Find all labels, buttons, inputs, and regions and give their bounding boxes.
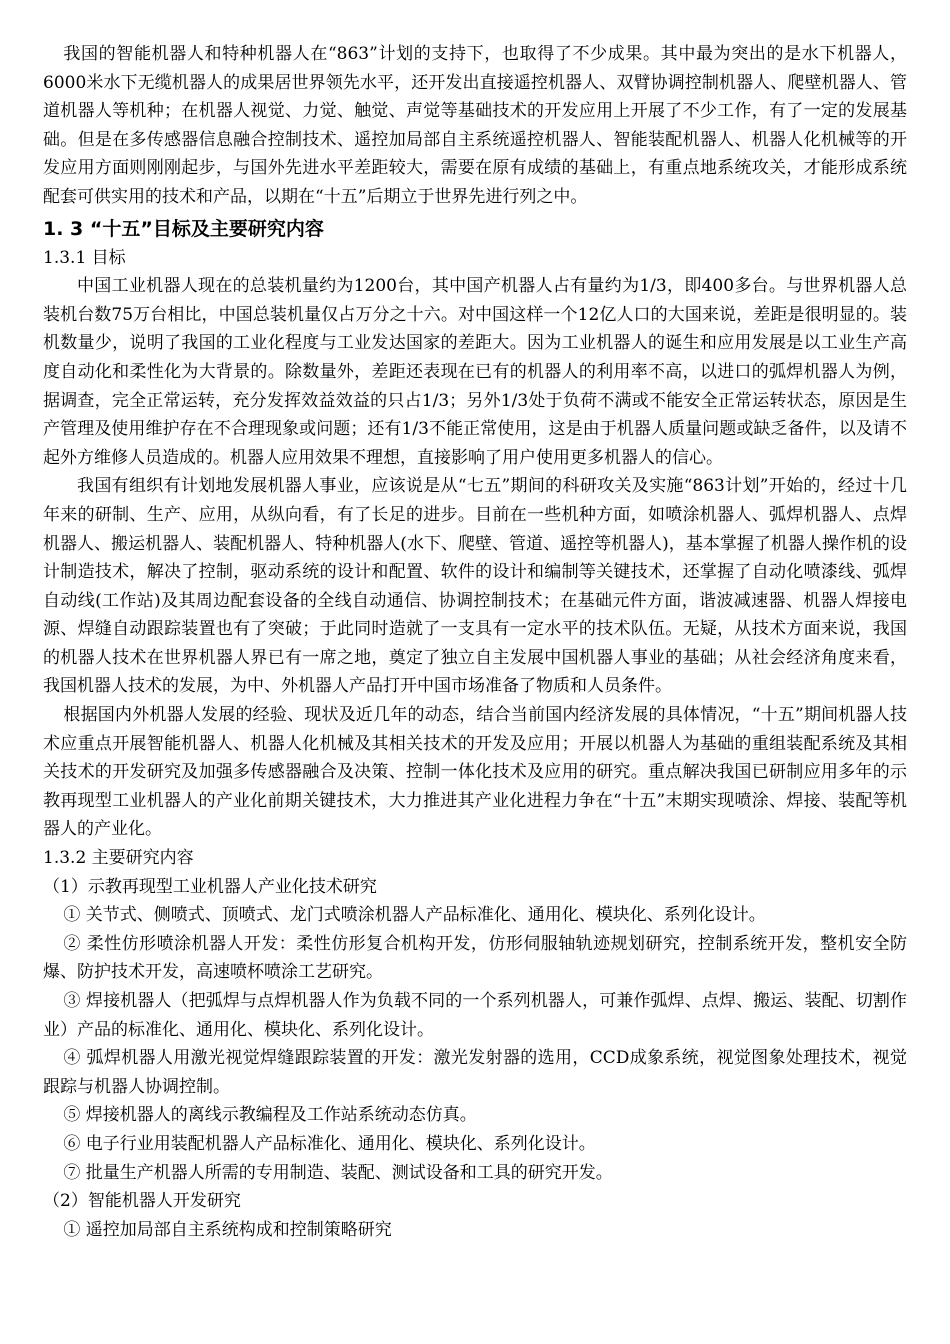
list1-item-1: ① 关节式、侧喷式、顶喷式、龙门式喷涂机器人产品标准化、通用化、模块化、系列化设计。 <box>63 905 766 926</box>
paragraph-goal-2: 我国有组织有计划地发展机器人事业，应该说是从“七五”期间的科研攻关及实施“863计划”开始的，经过十几年来的研制、生产、应用，从纵向看，有了长足的进步。目前在一些机种方面，如喷涂机器人、弧焊机器人、点焊机器人、搬运机器人、装配机器人、特种机器人(水下、爬壁、管道、遥控等机器人)，基本掌握了机器人操作机的设计制造技术，解决了控制，驱动系统的设计和配置、软件的设计和编制等关键技术，还掌握了自动化喷漆线、弧焊自动线(工作站)及其周边配套设备的全线自动通信、协调控制技术；在基础元件方面，谐波减速器、机器人焊接电源、焊缝自动跟踪装置也有了突破；于此同时造就了一支具有一定水平的技术队伍。无疑，从技术方面来说，我国的机器人技术在世界机器人界已有一席之地，奠定了独立自主发展中国机器人事业的基础；从社会经济角度来看，我国机器人技术的发展，为中、外机器人产品打开中国市场准备了物质和人员条件。 <box>43 476 907 697</box>
subsection-research-heading: 1.3.2 主要研究内容 <box>43 848 194 869</box>
list1-item-4: ④ 弧焊机器人用激光视觉焊缝跟踪装置的开发：激光发射器的选用，CCD成象系统，视觉图象处理技术，视觉跟踪与机器人协调控制。 <box>43 1048 907 1097</box>
list1-item-6: ⑥ 电子行业用装配机器人产品标准化、通用化、模块化、系列化设计。 <box>63 1133 596 1154</box>
list1-title: （1）示教再现型工业机器人产业化技术研究 <box>43 876 377 897</box>
subsection-goal-heading: 1.3.1 目标 <box>43 247 126 268</box>
paragraph-intro: 我国的智能机器人和特种机器人在“863”计划的支持下，也取得了不少成果。其中最为突出的是水下机器人，6000米水下无缆机器人的成果居世界领先水平，还开发出直接遥控机器人、双臂协调控制机器人、爬壁机器人、管道机器人等机种；在机器人视觉、力觉、触觉、声觉等基础技术的开发应用上开展了不少工作，有了一定的发展基础。但是在多传感器信息融合控制技术、遥控加局部自主系统遥控机器人、智能装配机器人、机器人化机械等的开发应用方面则刚刚起步，与国外先进水平差距较大，需要在原有成绩的基础上，有重点地系统攻关，才能形成系统配套可供实用的技术和产品，以期在“十五”后期立于世界先进行列之中。 <box>43 44 907 207</box>
list2-title: （2）智能机器人开发研究 <box>43 1191 241 1212</box>
list1-item-5: ⑤ 焊接机器人的离线示教编程及工作站系统动态仿真。 <box>63 1105 477 1126</box>
section-heading: 1. 3 “十五”目标及主要研究内容 <box>43 217 324 240</box>
paragraph-goal-1: 中国工业机器人现在的总装机量约为1200台，其中国产机器人占有量约为1/3，即400多台。与世界机器人总装机台数75万台相比，中国总装机量仅占万分之十六。对中国这样一个12亿人口的大国来说，差距是很明显的。装机数量少，说明了我国的工业化程度与工业发达国家的差距大。因为工业机器人的诞生和应用发展是以工业生产高度自动化和柔性化为大背景的。除数量外，差距还表现在已有的机器人的利用率不高，以进口的弧焊机器人为例，据调查，完全正常运转，充分发挥效益效益的只占1/3；另外1/3处于负荷不满或不能安全正常运转状态，原因是生产管理及使用维护存在不合理现象或问题；还有1/3不能正常使用，这是由于机器人质量问题或缺乏备件，以及请不起外方维修人员造成的。机器人应用效果不理想，直接影响了用户使用更多机器人的信心。 <box>43 276 907 468</box>
paragraph-goal-3: 根据国内外机器人发展的经验、现状及近几年的动态，结合当前国内经济发展的具体情况，“十五”期间机器人技术应重点开展智能机器人、机器人化机械及其相关技术的开发及应用；开展以机器人为基础的重组装配系统及其相关技术的开发研究及加强多传感器融合及决策、控制一体化技术及应用的研究。重点解决我国已研制应用多年的示教再现型工业机器人的产业化前期关键技术，大力推进其产业化进程力争在“十五”末期实现喷涂、焊接、装配等机器人的产业化。 <box>43 705 907 840</box>
list1-item-3: ③ 焊接机器人（把弧焊与点焊机器人作为负载不同的一个系列机器人，可兼作弧焊、点焊、搬运、装配、切割作业）产品的标准化、通用化、模块化、系列化设计。 <box>43 991 907 1040</box>
list2-item-1: ① 遥控加局部自主系统构成和控制策略研究 <box>63 1219 392 1240</box>
list1-item-7: ⑦ 批量生产机器人所需的专用制造、装配、测试设备和工具的研究开发。 <box>63 1162 613 1183</box>
list1-item-2: ② 柔性仿形喷涂机器人开发：柔性仿形复合机构开发，仿形伺服轴轨迹规划研究，控制系统开发，整机安全防爆、防护技术开发，高速喷杯喷涂工艺研究。 <box>43 933 907 983</box>
